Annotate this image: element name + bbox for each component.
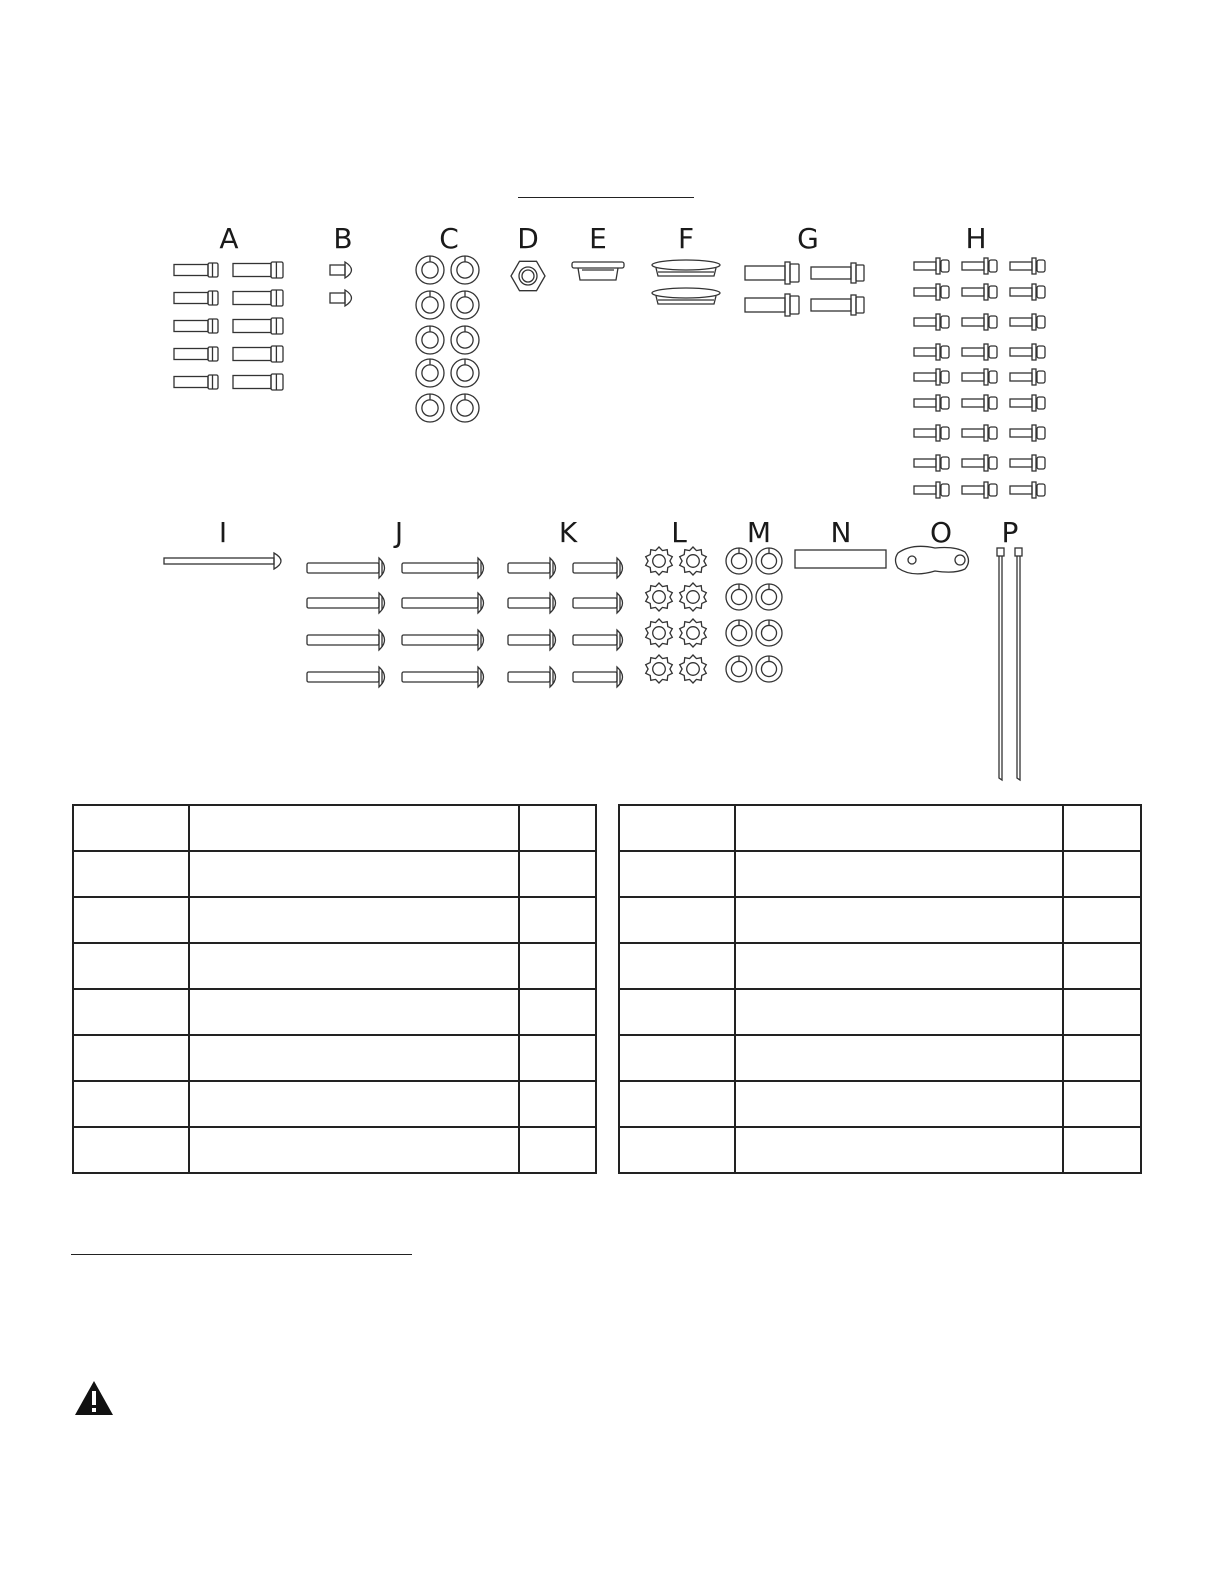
description-cell [735, 1127, 1063, 1173]
short-machine-screw-icon [330, 262, 352, 306]
quantity-cell [519, 1127, 596, 1173]
description-cell [189, 897, 519, 943]
part-key-cell [619, 805, 735, 851]
quantity-cell [519, 943, 596, 989]
parts-table-right [618, 804, 1142, 1174]
hardware-label-j: J [394, 516, 404, 549]
part-key-cell [73, 897, 189, 943]
right-table-row [619, 851, 1141, 897]
hardware-label-e: E [589, 222, 607, 255]
star-lock-washer-icon [646, 547, 707, 683]
description-cell [735, 851, 1063, 897]
part-key-cell [73, 851, 189, 897]
part-key-cell [619, 1081, 735, 1127]
quantity-cell [1063, 805, 1141, 851]
right-table-row [619, 943, 1141, 989]
left-table-row [73, 851, 596, 897]
description-cell [189, 1035, 519, 1081]
hex-nut-icon [511, 261, 545, 290]
part-key-cell [73, 1035, 189, 1081]
quantity-cell [1063, 1035, 1141, 1081]
right-table-row [619, 989, 1141, 1035]
description-cell [735, 805, 1063, 851]
quantity-cell [1063, 897, 1141, 943]
right-table-row [619, 1081, 1141, 1127]
hardware-label-c: C [439, 222, 459, 255]
part-key-cell [619, 943, 735, 989]
flange-bolt-icon [745, 262, 864, 316]
quantity-cell [519, 989, 596, 1035]
quantity-cell [1063, 989, 1141, 1035]
warning-triangle-icon [74, 1380, 114, 1416]
hardware-label-n: N [830, 516, 852, 549]
quantity-cell [1063, 943, 1141, 989]
part-key-cell [73, 805, 189, 851]
description-cell [735, 989, 1063, 1035]
description-cell [189, 851, 519, 897]
parts-table-left [72, 804, 597, 1174]
description-cell [189, 989, 519, 1035]
quantity-cell [519, 851, 596, 897]
spacer-bar-icon [795, 550, 886, 568]
button-head-bolt-icon [508, 558, 623, 687]
screw-with-washer-icon [914, 258, 1045, 498]
left-table-row [73, 1127, 596, 1173]
hole-plug-icon [652, 260, 720, 304]
split-lock-washer-icon [416, 256, 479, 422]
left-table-row [73, 1035, 596, 1081]
part-key-cell [619, 989, 735, 1035]
right-table-row [619, 805, 1141, 851]
part-key-cell [73, 989, 189, 1035]
left-table-row [73, 989, 596, 1035]
section-rule [71, 1254, 412, 1255]
quantity-cell [519, 897, 596, 943]
hardware-label-k: K [558, 516, 578, 549]
left-table-row [73, 943, 596, 989]
cable-tie-icon [997, 548, 1022, 780]
description-cell [735, 1081, 1063, 1127]
left-table-row [73, 805, 596, 851]
quantity-cell [519, 1081, 596, 1127]
socket-cap-screw-icon [174, 262, 283, 390]
hardware-label-o: O [929, 516, 953, 549]
part-key-cell [619, 897, 735, 943]
part-key-cell [73, 943, 189, 989]
quantity-cell [1063, 1081, 1141, 1127]
left-table-row [73, 1081, 596, 1127]
hardware-label-i: I [218, 516, 228, 549]
split-washer-icon [726, 548, 782, 682]
part-key-cell [619, 851, 735, 897]
right-table-row [619, 1035, 1141, 1081]
left-table-row [73, 897, 596, 943]
plastic-bushing-icon [572, 262, 624, 280]
part-key-cell [73, 1127, 189, 1173]
quantity-cell [1063, 851, 1141, 897]
long-pan-head-screw-icon [164, 553, 281, 569]
mounting-tab-icon [896, 546, 969, 574]
part-key-cell [619, 1035, 735, 1081]
hardware-label-l: L [671, 516, 687, 549]
hardware-label-g: G [797, 222, 819, 255]
long-button-head-bolt-icon [307, 558, 484, 687]
hardware-label-b: B [333, 222, 353, 255]
hardware-label-h: H [965, 222, 987, 255]
hardware-label-p: P [1001, 516, 1019, 549]
description-cell [189, 1127, 519, 1173]
description-cell [189, 1081, 519, 1127]
quantity-cell [1063, 1127, 1141, 1173]
hardware-label-d: D [517, 222, 539, 255]
right-table-row [619, 1127, 1141, 1173]
description-cell [735, 897, 1063, 943]
description-cell [735, 1035, 1063, 1081]
description-cell [735, 943, 1063, 989]
quantity-cell [519, 1035, 596, 1081]
description-cell [189, 943, 519, 989]
hardware-label-m: M [746, 516, 772, 549]
hardware-label-a: A [219, 222, 239, 255]
part-key-cell [619, 1127, 735, 1173]
right-table-row [619, 897, 1141, 943]
part-key-cell [73, 1081, 189, 1127]
hardware-label-f: F [677, 222, 695, 255]
description-cell [189, 805, 519, 851]
quantity-cell [519, 805, 596, 851]
